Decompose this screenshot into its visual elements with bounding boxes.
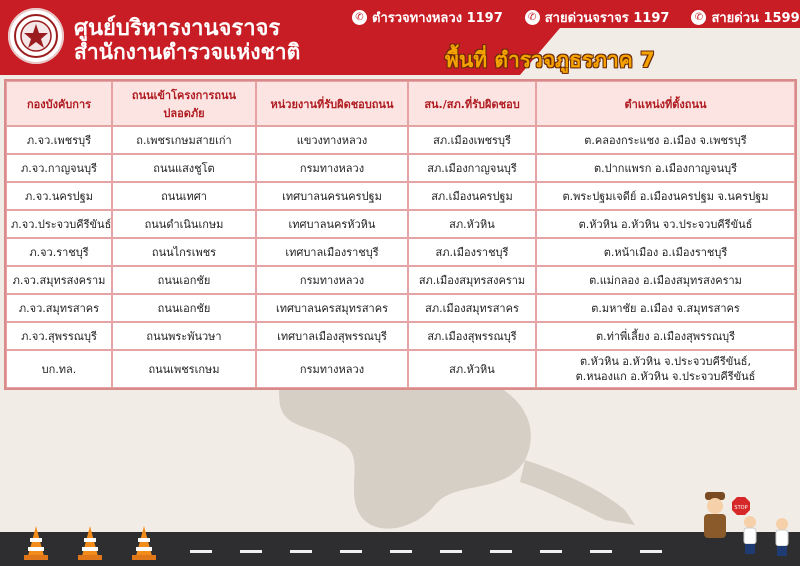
column-header-location: ตำแหน่งที่ตั้งถนน xyxy=(536,81,795,126)
lane-marking xyxy=(640,550,662,553)
cell-division: ภ.จว.เพชรบุรี xyxy=(6,126,112,154)
cell-agency: กรมทางหลวง xyxy=(256,350,408,388)
road-table-container xyxy=(4,79,793,390)
table-row xyxy=(6,182,795,210)
lane-marking xyxy=(490,550,512,553)
header-title-line2: สำนักงานตำรวจแห่งชาติ xyxy=(74,40,301,64)
hotline-label: ตำรวจทางหลวง 1197 xyxy=(372,11,503,26)
header-title-line1: ศูนย์บริหารงานจราจร xyxy=(74,16,281,41)
cell-division: ภ.จว.นครปฐม xyxy=(6,182,112,210)
road-strip xyxy=(0,532,800,566)
lane-marking xyxy=(240,550,262,553)
cell-location: ต.คลองกระแชง อ.เมือง จ.เพชรบุรี xyxy=(536,126,795,154)
cell-road: ถนนเอกชัย xyxy=(112,266,256,294)
traffic-cone-icon xyxy=(76,524,104,562)
column-header-agency: หน่วยงานที่รับผิดชอบถนน xyxy=(256,81,408,126)
cell-road: ถนนเทศา xyxy=(112,182,256,210)
column-header-road: ถนนเข้าโครงการถนนปลอดภัย xyxy=(112,81,256,126)
table-row xyxy=(6,154,795,182)
cell-station: สภ.เมืองกาญจนบุรี xyxy=(408,154,536,182)
lane-marking xyxy=(390,550,412,553)
lane-marking xyxy=(540,550,562,553)
cell-station: สภ.หัวหิน xyxy=(408,350,536,388)
region-title: พื้นที่ ตำรวจภูธรภาค 7 xyxy=(445,48,655,72)
cell-station: สภ.เมืองราชบุรี xyxy=(408,238,536,266)
cell-division: บก.ทล. xyxy=(6,350,112,388)
cell-road: ถนนพระพันวษา xyxy=(112,322,256,350)
table-header-row xyxy=(6,81,795,126)
table-row xyxy=(6,126,795,154)
cell-division: ภ.จว.สุพรรณบุรี xyxy=(6,322,112,350)
cell-road: ถ.เพชรเกษมสายเก่า xyxy=(112,126,256,154)
phone-icon: ✆ xyxy=(525,10,540,25)
table-row xyxy=(6,266,795,294)
cell-location: ต.ท่าพี่เลี้ยง อ.เมืองสุพรรณบุรี xyxy=(536,322,795,350)
location-line: ต.หนองแก อ.หัวหิน จ.ประจวบคีรีขันธ์ xyxy=(575,370,756,383)
hotline-highway-police xyxy=(352,7,503,28)
hotline-label: สายด่วน 1599 xyxy=(711,11,800,26)
lane-marking xyxy=(590,550,612,553)
table-row xyxy=(6,322,795,350)
phone-icon: ✆ xyxy=(691,10,706,25)
cell-location: ต.หัวหิน อ.หัวหิน จว.ประจวบคีรีขันธ์ xyxy=(536,210,795,238)
cell-division: ภ.จว.ราชบุรี xyxy=(6,238,112,266)
road-table xyxy=(4,79,797,390)
cell-road: ถนนดำเนินเกษม xyxy=(112,210,256,238)
cell-division: ภ.จว.สมุทรสงคราม xyxy=(6,266,112,294)
cell-location xyxy=(536,350,795,388)
stop-sign-label: STOP xyxy=(734,505,748,511)
cell-agency: เทศบาลเมืองราชบุรี xyxy=(256,238,408,266)
hotline-label: สายด่วนจราจร 1197 xyxy=(544,11,670,26)
cell-agency: แขวงทางหลวง xyxy=(256,126,408,154)
cell-station: สภ.เมืองสมุทรสงคราม xyxy=(408,266,536,294)
cell-agency: กรมทางหลวง xyxy=(256,266,408,294)
phone-icon: ✆ xyxy=(352,10,367,25)
cell-station: สภ.เมืองเพชรบุรี xyxy=(408,126,536,154)
cell-station: สภ.เมืองสุพรรณบุรี xyxy=(408,322,536,350)
cell-road: ถนนเอกชัย xyxy=(112,294,256,322)
cell-location: ต.ปากแพรก อ.เมืองกาญจนบุรี xyxy=(536,154,795,182)
traffic-cone-icon xyxy=(22,524,50,562)
hotline-1599 xyxy=(691,7,799,28)
cell-agency: กรมทางหลวง xyxy=(256,154,408,182)
lane-marking xyxy=(440,550,462,553)
police-logo-icon xyxy=(8,8,64,64)
cell-division: ภ.จว.สมุทรสาคร xyxy=(6,294,112,322)
lane-marking xyxy=(340,550,362,553)
cell-location: ต.พระปฐมเจดีย์ อ.เมืองนครปฐม จ.นครปฐม xyxy=(536,182,795,210)
table-row xyxy=(6,350,795,388)
hotline-list xyxy=(352,7,800,28)
cell-location: ต.มหาชัย อ.เมือง จ.สมุทรสาคร xyxy=(536,294,795,322)
cell-agency: เทศบาลนครสมุทรสาคร xyxy=(256,294,408,322)
cell-road: ถนนไกรเพชร xyxy=(112,238,256,266)
table-row xyxy=(6,238,795,266)
location-line: ต.หัวหิน อ.หัวหิน จ.ประจวบคีรีขันธ์, xyxy=(580,355,751,368)
traffic-cone-icon xyxy=(130,524,158,562)
children-crossing-icon xyxy=(738,512,800,564)
cell-agency: เทศบาลนครนครปฐม xyxy=(256,182,408,210)
police-officer-icon xyxy=(695,488,735,558)
cell-station: สภ.เมืองสมุทรสาคร xyxy=(408,294,536,322)
cell-station: สภ.เมืองนครปฐม xyxy=(408,182,536,210)
cell-location: ต.หน้าเมือง อ.เมืองราชบุรี xyxy=(536,238,795,266)
cell-road: ถนนแสงชูโต xyxy=(112,154,256,182)
cell-agency: เทศบาลเมืองสุพรรณบุรี xyxy=(256,322,408,350)
cell-division: ภ.จว.กาญจนบุรี xyxy=(6,154,112,182)
cell-road: ถนนเพชรเกษม xyxy=(112,350,256,388)
table-row xyxy=(6,294,795,322)
hotline-traffic xyxy=(525,7,670,28)
lane-marking xyxy=(190,550,212,553)
cell-division: ภ.จว.ประจวบคีรีขันธ์ xyxy=(6,210,112,238)
lane-marking xyxy=(290,550,312,553)
table-row xyxy=(6,210,795,238)
column-header-station: สน./สภ.ที่รับผิดชอบ xyxy=(408,81,536,126)
cell-agency: เทศบาลนครหัวหิน xyxy=(256,210,408,238)
cell-location: ต.แม่กลอง อ.เมืองสมุทรสงคราม xyxy=(536,266,795,294)
cell-station: สภ.หัวหิน xyxy=(408,210,536,238)
column-header-division: กองบังคับการ xyxy=(6,81,112,126)
